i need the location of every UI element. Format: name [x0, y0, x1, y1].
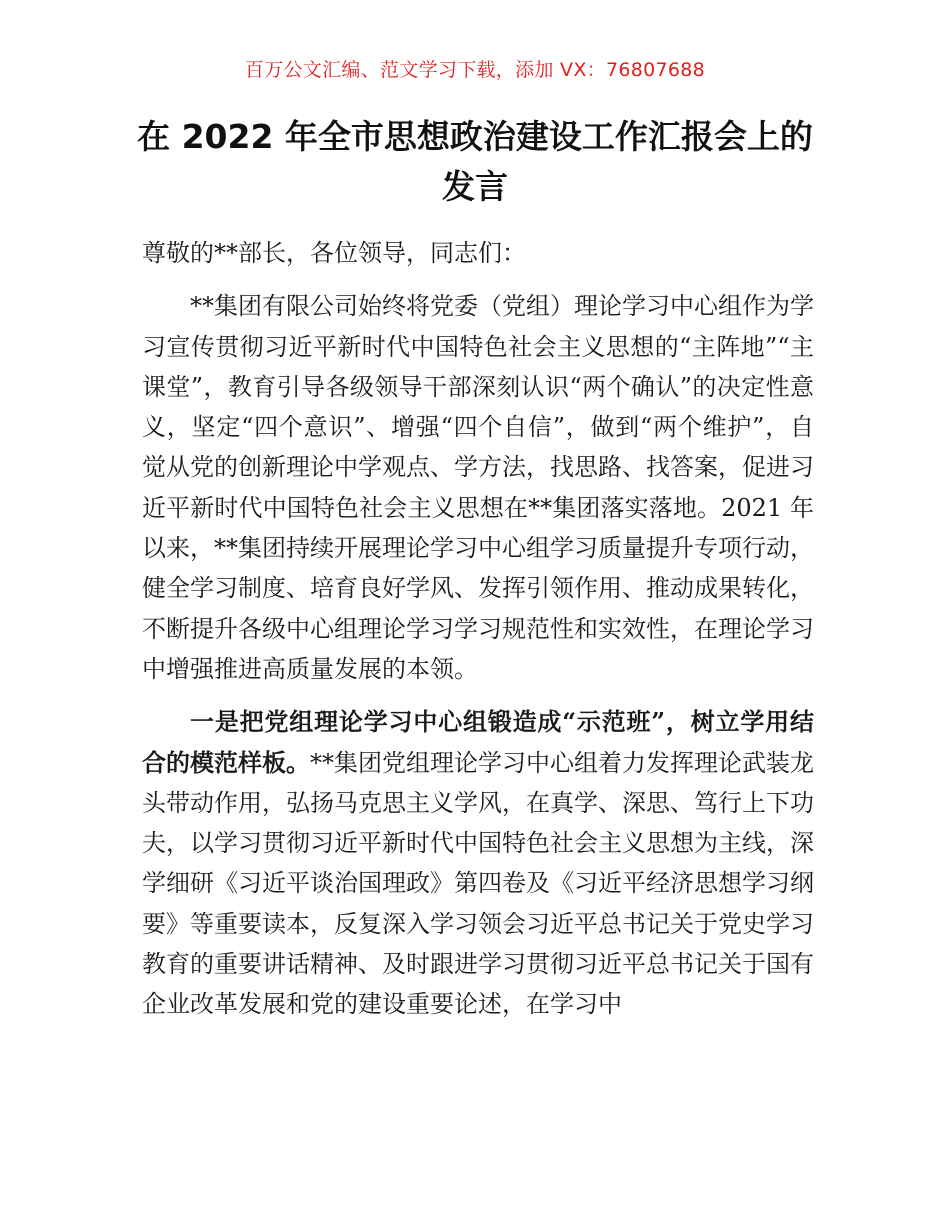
document-body [142, 233, 814, 1038]
paragraph-point-one [142, 702, 814, 1024]
paragraph-text: **集团党组理论学习中心组着力发挥理论武装龙头带动作用，弘扬马克思主义学风，在真学、深思、笃行上下功夫，以学习贯彻习近平新时代中国特色社会主义思想为主线，深学细研《习近平谈治国理政》第四卷及《习近平经济思想学习纲要》等重要读本，反复深入学习领会习近平总书记关于党史学习教育的重要讲话精神、及时跟进学习贯彻习近平总书记关于国有企业改革发展和党的建设重要论述，在学习中 [142, 748, 814, 1019]
salutation: 尊敬的**部长，各位领导，同志们： [142, 239, 526, 267]
header-watermark-note: 百万公文汇编、范文学习下载，添加 VX：76807688 [244, 59, 706, 81]
document-title: 在 2022 年全市思想政治建设工作汇报会上的发言 [137, 117, 813, 206]
paragraph-intro [142, 286, 814, 689]
paragraph-text: **集团有限公司始终将党委（党组）理论学习中心组作为学习宣传贯彻习近平新时代中国特色社会主义思想的“主阵地”“主课堂”，教育引导各级领导干部深刻认识“两个确认”的决定性意义，坚定“四个意识”、增强“四个自信”，做到“两个维护”，自觉从党的创新理论中学观点、学方法，找思路、找答案，促进习近平新时代中国特色社会主义思想在**集团落实落地。2021 年以来，**集团持续开展理论学习中心组学习质量提升专项行动，健全学习制度、培育良好学风、发挥引领作用、推动成果转化，不断提升各级中心组理论学习学习规范性和实效性，在理论学习中增强推进高质量发展的本领。 [142, 292, 814, 683]
paragraph-lead-heading: 一是把党组理论学习中心组锻造成“示范班”，树立学用结合的模范样板。 [142, 707, 814, 777]
